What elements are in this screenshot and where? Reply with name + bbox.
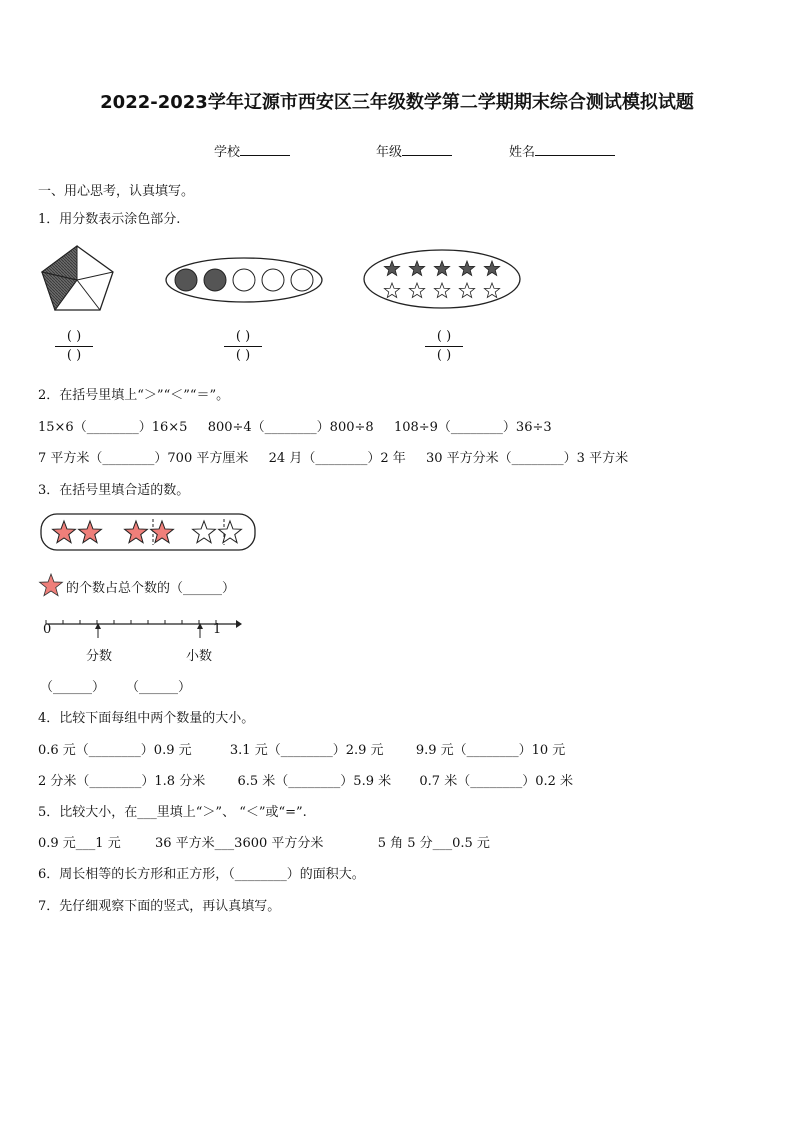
star-empty: [219, 521, 242, 543]
q2-row-2: [38, 447, 628, 466]
q4-item[interactable]: 9.9 元（________）10 元: [415, 743, 566, 758]
page-title: 2022-2023学年辽源市西安区三年级数学第二学期期末综合测试模拟试题: [100, 92, 694, 113]
pentagon-figure: [40, 244, 115, 314]
section-1-heading: 一、用心思考，认真填写。: [38, 184, 195, 199]
q5-item[interactable]: 5 角 5 分___0.5 元: [377, 836, 490, 851]
fraction-answer-2[interactable]: [221, 328, 265, 365]
star-empty: [459, 283, 474, 297]
star-shaded: [409, 261, 424, 275]
fraction-label: 分数: [86, 649, 113, 664]
q3-star-question[interactable]: 的个数占总个数的（______）: [66, 581, 236, 596]
star-empty: [409, 283, 424, 297]
star-shaded: [484, 261, 499, 275]
star-shaded: [384, 261, 399, 275]
question-3-text: 3．在括号里填合适的数。: [38, 483, 190, 498]
name-label: 姓名: [509, 145, 536, 160]
numberline-end-label: 1: [213, 622, 222, 637]
name-field: [509, 141, 615, 160]
star-icon: [38, 572, 64, 598]
numerator-blank[interactable]: ( ): [66, 329, 82, 344]
star-empty: [484, 283, 499, 297]
question-2-text: 2．在括号里填上“＞”“＜”“＝”。: [38, 388, 230, 403]
stars-figure: [362, 248, 522, 310]
circle-empty-2: [262, 269, 284, 291]
q2-item[interactable]: 800÷4（________）800÷8: [207, 420, 374, 435]
q5-item[interactable]: 36 平方米___3600 平方分米: [155, 836, 324, 851]
star-shaded: [434, 261, 449, 275]
star-empty: [193, 521, 216, 543]
q4-item[interactable]: 2 分米（________）1.8 分米: [38, 774, 206, 789]
numberline-start-label: 0: [43, 622, 52, 637]
q2-item[interactable]: 108÷9（________）36÷3: [393, 420, 552, 435]
grade-field: [376, 141, 452, 160]
numerator-blank[interactable]: ( ): [235, 329, 251, 344]
q2-item[interactable]: 30 平方分米（________）3 平方米: [426, 451, 629, 466]
denominator-blank[interactable]: ( ): [235, 348, 251, 363]
question-5-text: 5．比较大小，在___里填上“＞”、 “＜”或“=”.: [38, 805, 307, 820]
circle-empty-1: [233, 269, 255, 291]
fraction-answer-3[interactable]: [422, 328, 466, 365]
grade-blank[interactable]: [402, 143, 452, 156]
q4-item[interactable]: 6.5 米（________）5.9 米: [237, 774, 392, 789]
decimal-label: 小数: [186, 649, 213, 664]
question-6-text[interactable]: 6．周长相等的长方形和正方形，（________）的面积大。: [38, 867, 365, 882]
q4-item[interactable]: 0.7 米（________）0.2 米: [419, 774, 574, 789]
circle-shaded-2: [204, 269, 226, 291]
q4-row-1: [38, 739, 565, 758]
q4-item[interactable]: 0.6 元（________）0.9 元: [38, 743, 192, 758]
question-7-text: 7．先仔细观察下面的竖式，再认真填写。: [38, 899, 281, 914]
denominator-blank[interactable]: ( ): [66, 348, 82, 363]
q4-item[interactable]: 3.1 元（________）2.9 元: [229, 743, 384, 758]
denominator-blank[interactable]: ( ): [436, 348, 452, 363]
circle-shaded-1: [175, 269, 197, 291]
star-empty: [384, 283, 399, 297]
q2-item[interactable]: 24 月（________）2 年: [268, 451, 406, 466]
q4-row-2: [38, 770, 573, 789]
star-shaded: [459, 261, 474, 275]
q3-answer-1[interactable]: （______）: [40, 680, 106, 695]
q2-item[interactable]: 15×6（________）16×5: [38, 420, 188, 435]
q5-item[interactable]: 0.9 元___1 元: [38, 836, 121, 851]
school-blank[interactable]: [240, 143, 290, 156]
school-label: 学校: [214, 145, 241, 160]
star-empty: [434, 283, 449, 297]
circles-figure: [164, 256, 324, 304]
star-filled: [79, 521, 102, 543]
question-4-text: 4．比较下面每组中两个数量的大小。: [38, 711, 255, 726]
grade-label: 年级: [376, 145, 403, 160]
q3-answer-2[interactable]: （______）: [126, 680, 192, 695]
star-filled: [151, 521, 174, 543]
q5-row: [38, 832, 490, 851]
star-filled: [53, 521, 76, 543]
question-1-text: 1．用分数表示涂色部分.: [38, 212, 181, 227]
fraction-answer-1[interactable]: [52, 328, 96, 365]
q2-row-1: [38, 416, 552, 435]
numerator-blank[interactable]: ( ): [436, 329, 452, 344]
circle-empty-3: [291, 269, 313, 291]
school-field: [214, 141, 290, 160]
star-groups-figure: [40, 513, 256, 551]
name-blank[interactable]: [535, 143, 615, 156]
star-filled: [125, 521, 148, 543]
q2-item[interactable]: 7 平方米（________）700 平方厘米: [38, 451, 249, 466]
